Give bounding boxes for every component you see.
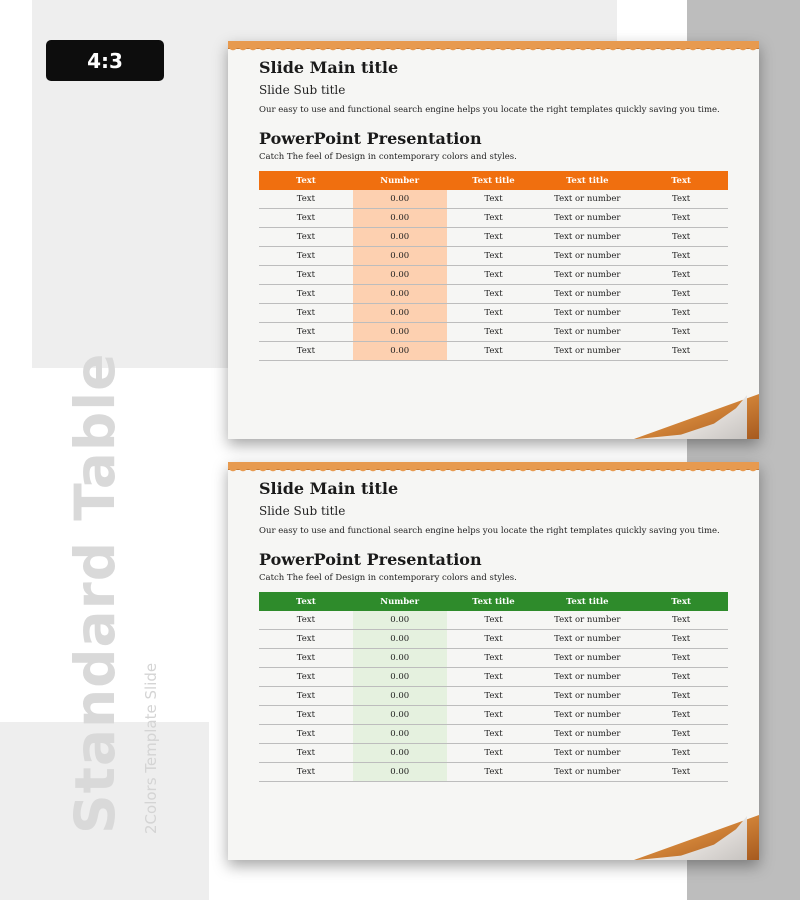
table-row	[259, 285, 728, 304]
table-cell: Text	[634, 285, 728, 304]
column-header: Text title	[540, 592, 634, 611]
table-cell: Text	[447, 649, 541, 668]
column-header: Text	[259, 592, 353, 611]
table-cell: Text	[259, 323, 353, 342]
table-cell: Text or number	[540, 725, 634, 744]
table-cell: Text	[634, 763, 728, 782]
table-cell: Text	[259, 649, 353, 668]
table-cell: 0.00	[353, 228, 447, 247]
table-cell: Text	[447, 247, 541, 266]
table-cell: Text or number	[540, 668, 634, 687]
table-cell: Text	[447, 630, 541, 649]
table-cell: 0.00	[353, 342, 447, 361]
table-cell: Text	[634, 706, 728, 725]
column-header: Number	[353, 171, 447, 190]
table-cell: Text	[634, 630, 728, 649]
table-cell: Text	[447, 668, 541, 687]
table-cell: 0.00	[353, 763, 447, 782]
column-header: Text title	[447, 171, 541, 190]
slide-preview-orange	[228, 41, 759, 439]
table-row	[259, 630, 728, 649]
table-cell: Text	[447, 687, 541, 706]
side-title: Standard Table	[63, 352, 127, 834]
table-row	[259, 247, 728, 266]
section-caption: Catch The feel of Design in contemporary colors and styles.	[259, 573, 517, 583]
table-cell: Text	[259, 190, 353, 209]
table-cell: 0.00	[353, 209, 447, 228]
table-cell: Text	[634, 687, 728, 706]
table-cell: Text or number	[540, 190, 634, 209]
table-cell: Text	[634, 725, 728, 744]
torn-paper-edge	[228, 41, 759, 49]
standard-table	[259, 171, 728, 361]
table-row	[259, 304, 728, 323]
table-cell: Text	[447, 611, 541, 630]
table-cell: Text	[634, 649, 728, 668]
table-row	[259, 706, 728, 725]
table-cell: Text	[259, 744, 353, 763]
table-cell: Text	[447, 228, 541, 247]
table-cell: Text	[259, 247, 353, 266]
aspect-ratio-badge: 4:3	[46, 40, 164, 81]
table-cell: Text or number	[540, 323, 634, 342]
table-cell: Text	[634, 228, 728, 247]
column-header: Text title	[447, 592, 541, 611]
table-row	[259, 611, 728, 630]
table-cell: Text	[447, 190, 541, 209]
table-cell: Text	[259, 630, 353, 649]
table-cell: 0.00	[353, 649, 447, 668]
section-title: PowerPoint Presentation	[259, 129, 482, 148]
table-row	[259, 266, 728, 285]
table-cell: Text	[634, 209, 728, 228]
table-row	[259, 687, 728, 706]
slide-sub-title: Slide Sub title	[259, 83, 346, 97]
column-header: Text title	[540, 171, 634, 190]
table-header-row	[259, 171, 728, 190]
table-cell: Text or number	[540, 706, 634, 725]
table-cell: Text or number	[540, 247, 634, 266]
table-row	[259, 744, 728, 763]
table-cell: Text	[259, 763, 353, 782]
table-row	[259, 190, 728, 209]
slide-sub-title: Slide Sub title	[259, 504, 346, 518]
side-subtitle: 2Colors Template Slide	[142, 662, 160, 834]
table-cell: Text or number	[540, 304, 634, 323]
table-cell: Text	[259, 266, 353, 285]
slide-main-title: Slide Main title	[259, 58, 399, 77]
table-cell: Text	[259, 285, 353, 304]
table-cell: 0.00	[353, 304, 447, 323]
table-row	[259, 763, 728, 782]
slide-main-title: Slide Main title	[259, 479, 399, 498]
table-cell: Text	[447, 266, 541, 285]
table-cell: Text	[259, 304, 353, 323]
table-cell: Text	[447, 323, 541, 342]
table-cell: Text or number	[540, 687, 634, 706]
table-row	[259, 342, 728, 361]
table-cell: Text	[259, 209, 353, 228]
table-cell: 0.00	[353, 725, 447, 744]
column-header: Text	[259, 171, 353, 190]
table-cell: 0.00	[353, 744, 447, 763]
table-row	[259, 725, 728, 744]
standard-table	[259, 592, 728, 782]
table-row	[259, 668, 728, 687]
table-cell: 0.00	[353, 266, 447, 285]
table-cell: Text	[259, 611, 353, 630]
section-title: PowerPoint Presentation	[259, 550, 482, 569]
table-cell: Text or number	[540, 630, 634, 649]
table-cell: Text	[447, 706, 541, 725]
table-cell: Text	[634, 342, 728, 361]
table-row	[259, 209, 728, 228]
table-cell: Text or number	[540, 342, 634, 361]
table-cell: Text	[259, 725, 353, 744]
table-cell: Text or number	[540, 611, 634, 630]
table-row	[259, 649, 728, 668]
table-cell: 0.00	[353, 687, 447, 706]
column-header: Number	[353, 592, 447, 611]
table-cell: Text	[634, 668, 728, 687]
table-cell: Text	[259, 228, 353, 247]
table-cell: 0.00	[353, 706, 447, 725]
table-cell: Text	[259, 687, 353, 706]
slide-preview-green	[228, 462, 759, 860]
table-cell: Text	[447, 744, 541, 763]
table-cell: Text	[634, 323, 728, 342]
table-cell: 0.00	[353, 323, 447, 342]
table-cell: Text or number	[540, 209, 634, 228]
table-cell: Text or number	[540, 266, 634, 285]
table-header-row	[259, 592, 728, 611]
table-cell: Text	[447, 304, 541, 323]
table-cell: Text	[634, 247, 728, 266]
table-cell: 0.00	[353, 630, 447, 649]
table-row	[259, 323, 728, 342]
slide-description: Our easy to use and functional search engine helps you locate the right templates quickly saving you time.	[259, 105, 720, 115]
table-cell: Text	[634, 744, 728, 763]
table-cell: Text or number	[540, 744, 634, 763]
slide-description: Our easy to use and functional search engine helps you locate the right templates quickly saving you time.	[259, 526, 720, 536]
table-cell: 0.00	[353, 668, 447, 687]
table-cell: Text	[259, 706, 353, 725]
table-cell: Text	[447, 209, 541, 228]
column-header: Text	[634, 171, 728, 190]
column-header: Text	[634, 592, 728, 611]
table-cell: Text or number	[540, 763, 634, 782]
section-caption: Catch The feel of Design in contemporary colors and styles.	[259, 152, 517, 162]
torn-paper-edge	[228, 462, 759, 470]
table-cell: Text or number	[540, 228, 634, 247]
table-cell: Text	[259, 342, 353, 361]
table-cell: Text	[447, 342, 541, 361]
table-cell: Text	[634, 190, 728, 209]
table-cell: Text	[447, 285, 541, 304]
table-cell: Text or number	[540, 285, 634, 304]
table-cell: Text	[447, 763, 541, 782]
table-cell: 0.00	[353, 190, 447, 209]
table-cell: Text	[634, 266, 728, 285]
table-cell: 0.00	[353, 247, 447, 266]
table-cell: Text	[447, 725, 541, 744]
table-cell: 0.00	[353, 285, 447, 304]
table-cell: Text	[634, 304, 728, 323]
table-cell: 0.00	[353, 611, 447, 630]
table-cell: Text	[634, 611, 728, 630]
table-row	[259, 228, 728, 247]
table-cell: Text or number	[540, 649, 634, 668]
table-cell: Text	[259, 668, 353, 687]
